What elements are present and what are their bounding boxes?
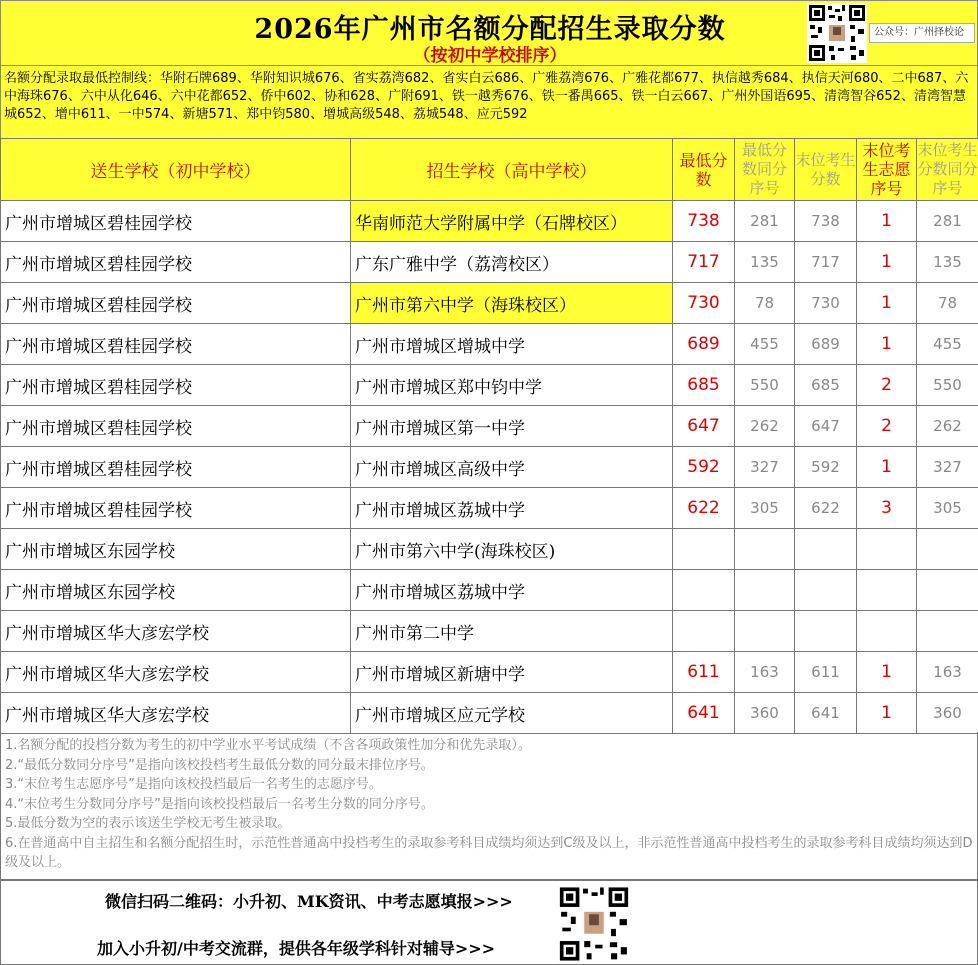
send-school-cell: 广州市增城区华大彦宏学校: [1, 693, 351, 734]
recv-school-cell: 广州市增城区荔城中学: [351, 488, 673, 529]
footer-line-qr: 微信扫码二维码：小升初、MK资讯、中考志愿填报>>>: [105, 892, 513, 911]
last-score-cell: 717: [795, 242, 857, 283]
table-row: [1, 406, 978, 447]
last-choice-cell: 1: [857, 283, 917, 324]
min-score-rank-cell: 305: [735, 488, 795, 529]
last-rank-cell: 360: [917, 693, 978, 734]
title-band: [0, 0, 978, 66]
table-row: [1, 324, 978, 365]
min-score-rank-cell: [735, 529, 795, 570]
recv-school-cell: 广州市增城区新塘中学: [351, 652, 673, 693]
last-rank-cell: 262: [917, 406, 978, 447]
last-rank-cell: 550: [917, 365, 978, 406]
last-score-cell: 738: [795, 201, 857, 242]
header-last-score: 末位考生分数: [795, 139, 857, 201]
last-choice-cell: 1: [857, 242, 917, 283]
table-row: [1, 652, 978, 693]
min-score-cell: 647: [673, 406, 735, 447]
recv-school-cell: 广州市增城区增城中学: [351, 324, 673, 365]
last-rank-cell: 281: [917, 201, 978, 242]
send-school-cell: 广州市增城区碧桂园学校: [1, 406, 351, 447]
last-score-cell: 685: [795, 365, 857, 406]
send-school-cell: 广州市增城区碧桂园学校: [1, 283, 351, 324]
min-score-rank-cell: 327: [735, 447, 795, 488]
min-score-cell: [673, 529, 735, 570]
recv-school-cell: 广州市第六中学(海珠校区): [351, 529, 673, 570]
last-rank-cell: 78: [917, 283, 978, 324]
last-choice-cell: 1: [857, 201, 917, 242]
table-row: [1, 693, 978, 734]
table-row: [1, 242, 978, 283]
send-school-cell: 广州市增城区碧桂园学校: [1, 488, 351, 529]
last-choice-cell: 1: [857, 693, 917, 734]
min-score-rank-cell: 163: [735, 652, 795, 693]
min-score-cell: 641: [673, 693, 735, 734]
last-score-cell: 622: [795, 488, 857, 529]
notes-section: [0, 732, 978, 880]
last-score-cell: 592: [795, 447, 857, 488]
header-last-choice: 末位考生志愿序号: [857, 139, 917, 201]
min-score-cell: 611: [673, 652, 735, 693]
send-school-cell: 广州市增城区碧桂园学校: [1, 447, 351, 488]
send-school-cell: 广州市增城区碧桂园学校: [1, 201, 351, 242]
note-item: 3.“末位考生志愿序号”是指向该校投档最后一名考生的志愿序号。: [5, 777, 382, 792]
last-score-cell: 611: [795, 652, 857, 693]
last-rank-cell: [917, 611, 978, 652]
last-score-cell: 647: [795, 406, 857, 447]
min-score-cell: 685: [673, 365, 735, 406]
min-score-rank-cell: 455: [735, 324, 795, 365]
recv-school-cell: 广州市增城区郑中钧中学: [351, 365, 673, 406]
table-row: [1, 447, 978, 488]
last-score-cell: 730: [795, 283, 857, 324]
send-school-cell: 广州市增城区碧桂园学校: [1, 324, 351, 365]
last-choice-cell: 2: [857, 365, 917, 406]
send-school-cell: 广州市增城区碧桂园学校: [1, 365, 351, 406]
recv-school-cell: 广州市第六中学（海珠校区）: [351, 283, 673, 324]
min-score-cell: [673, 611, 735, 652]
recv-school-cell: 广州市增城区荔城中学: [351, 570, 673, 611]
last-choice-cell: [857, 529, 917, 570]
min-score-cell: 592: [673, 447, 735, 488]
header-recv-school: 招生学校（高中学校）: [351, 139, 673, 201]
table-row: [1, 201, 978, 242]
header-min-score: 最低分数: [673, 139, 735, 201]
table-row: [1, 365, 978, 406]
admission-table: [0, 138, 978, 734]
last-choice-cell: [857, 570, 917, 611]
recv-school-cell: 华南师范大学附属中学（石牌校区）: [351, 201, 673, 242]
note-item: 2.“最低分数同分序号”是指向该校投档考生最低分数的同分最末排位序号。: [5, 757, 434, 773]
header-send-school: 送生学校（初中学校）: [1, 139, 351, 201]
send-school-cell: 广州市增城区东园学校: [1, 570, 351, 611]
send-school-cell: 广州市增城区碧桂园学校: [1, 242, 351, 283]
min-score-cell: 730: [673, 283, 735, 324]
min-score-cell: 622: [673, 488, 735, 529]
send-school-cell: 广州市增城区华大彦宏学校: [1, 611, 351, 652]
min-score-rank-cell: 78: [735, 283, 795, 324]
note-item: 4.“末位考生分数同分序号”是指向该校投档最后一名考生分数的同分序号。: [5, 796, 434, 812]
last-choice-cell: 3: [857, 488, 917, 529]
send-school-cell: 广州市增城区东园学校: [1, 529, 351, 570]
min-score-cell: 689: [673, 324, 735, 365]
last-score-cell: 641: [795, 693, 857, 734]
page-title: 2026年广州市名额分配招生录取分数: [254, 14, 726, 45]
table-row: [1, 488, 978, 529]
last-score-cell: [795, 611, 857, 652]
last-score-cell: 689: [795, 324, 857, 365]
last-choice-cell: 1: [857, 324, 917, 365]
page-subtitle: （按初中学校排序）: [413, 46, 567, 66]
last-score-cell: [795, 529, 857, 570]
header-min-score-rank: 最低分数同分序号: [735, 139, 795, 201]
table-row: [1, 283, 978, 324]
min-score-cell: 717: [673, 242, 735, 283]
last-rank-cell: 163: [917, 652, 978, 693]
table-header-row: [1, 139, 978, 201]
table-row: [1, 611, 978, 652]
last-choice-cell: [857, 611, 917, 652]
last-rank-cell: 135: [917, 242, 978, 283]
last-rank-cell: 327: [917, 447, 978, 488]
min-score-cell: [673, 570, 735, 611]
last-choice-cell: 1: [857, 652, 917, 693]
qr-code-icon: [807, 3, 867, 63]
last-score-cell: [795, 570, 857, 611]
control-line-text: 名额分配录取最低控制线：华附石牌689、华附知识城676、省实荔湾682、省实白云686、广雅荔湾676、广雅花都677、执信越秀684、执信天河680、二中687、六中海珠676、六中从化646、六中花都652、侨中602、协和628、广附691、铁一越秀676、铁一番禺665、铁一白云667、广州外国语695、清湾智谷652、清湾智慧城652、增中611、一中574、新塘571、郑中钧580、增城高级548、荔城548、应元592: [0, 66, 978, 138]
recv-school-cell: 广州市增城区第一中学: [351, 406, 673, 447]
last-rank-cell: [917, 529, 978, 570]
qr-code-icon: [557, 885, 631, 963]
min-score-rank-cell: 281: [735, 201, 795, 242]
last-choice-cell: 2: [857, 406, 917, 447]
min-score-rank-cell: 550: [735, 365, 795, 406]
recv-school-cell: 广东广雅中学（荔湾校区）: [351, 242, 673, 283]
recv-school-cell: 广州市增城区高级中学: [351, 447, 673, 488]
note-item: 1.名额分配的投档分数为考生的初中学业水平考试成绩（不含各项政策性加分和优先录取）。: [5, 738, 531, 753]
send-school-cell: 广州市增城区华大彦宏学校: [1, 652, 351, 693]
last-rank-cell: 455: [917, 324, 978, 365]
min-score-rank-cell: 360: [735, 693, 795, 734]
footer-promo: [0, 880, 978, 965]
recv-school-cell: 广州市增城区应元学校: [351, 693, 673, 734]
footer-line-group: 加入小升初/中考交流群，提供各年级学科针对辅导>>>: [97, 939, 496, 958]
note-item: 6.在普通高中自主招生和名额分配招生时，示范性普通高中投档考生的录取参考科目成绩均须达到C级及以上，非示范性普通高中投档考生的录取参考科目成绩均须达到D级及以上。: [5, 835, 973, 870]
min-score-cell: 738: [673, 201, 735, 242]
header-last-rank: 末位考生分数同分序号: [917, 139, 978, 201]
last-rank-cell: [917, 570, 978, 611]
min-score-rank-cell: [735, 611, 795, 652]
recv-school-cell: 广州市第二中学: [351, 611, 673, 652]
min-score-rank-cell: 135: [735, 242, 795, 283]
min-score-rank-cell: 262: [735, 406, 795, 447]
last-rank-cell: 305: [917, 488, 978, 529]
table-row: [1, 570, 978, 611]
last-choice-cell: 1: [857, 447, 917, 488]
min-score-rank-cell: [735, 570, 795, 611]
note-item: 5.最低分数为空的表示该送生学校无考生被录取。: [5, 816, 291, 831]
table-row: [1, 529, 978, 570]
wechat-account-label: 公众号：广州择校论: [869, 23, 975, 43]
